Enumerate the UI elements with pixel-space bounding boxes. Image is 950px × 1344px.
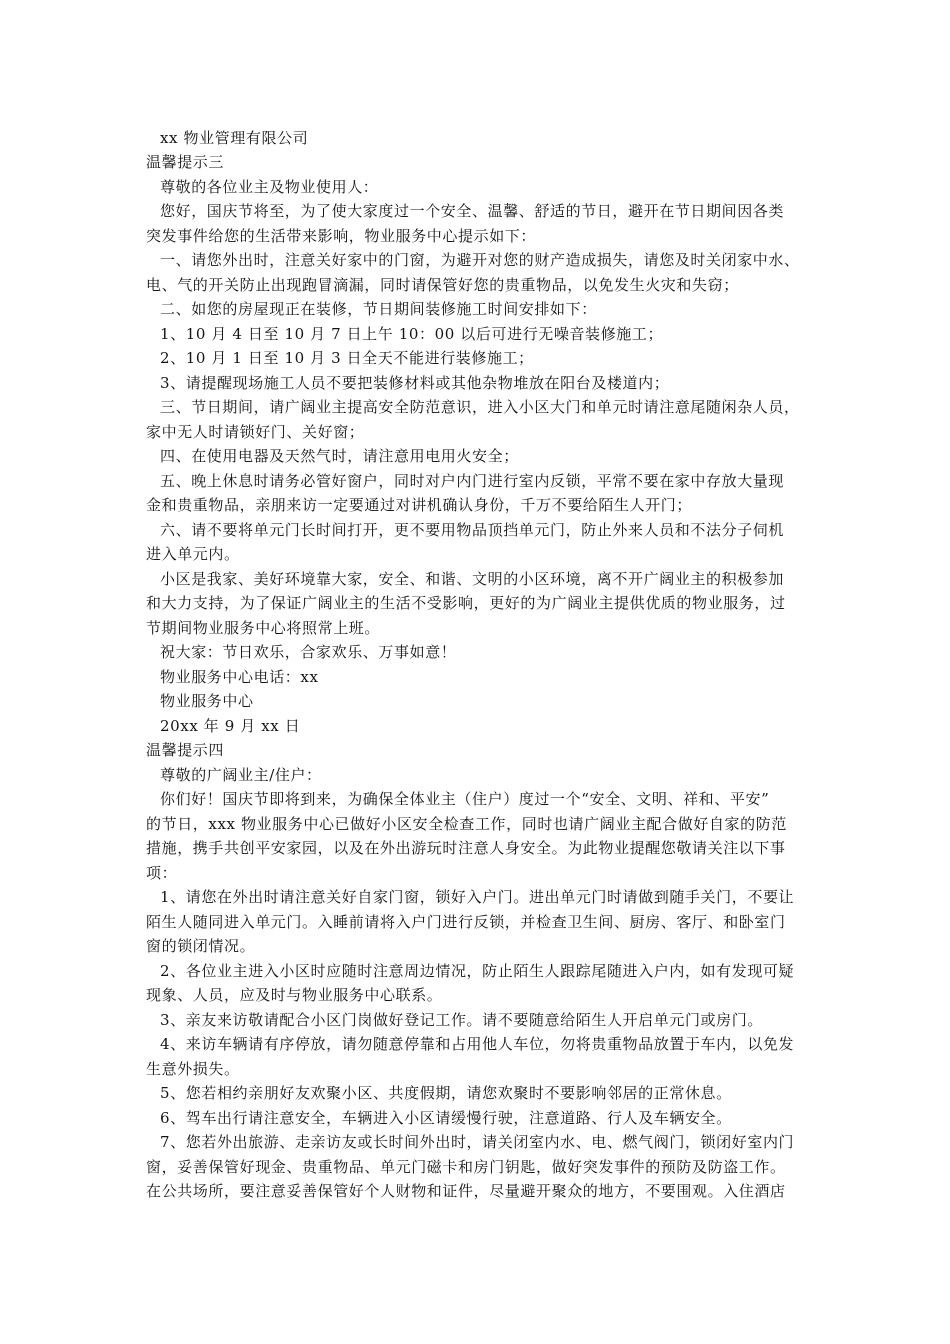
paragraph-line: 3、亲友来访敬请配合小区门岗做好登记工作。请不要随意给陌生人开启单元门或房门。 <box>160 1011 763 1029</box>
paragraph-line: 2、各位业主进入小区时应随时注意周边情况，防止陌生人跟踪尾随进入户内，如有发现可疑 <box>160 962 795 980</box>
paragraph-line: 一、请您外出时，注意关好家中的门窗，为避开对您的财产造成损失，请您及时关闭家中水、 <box>160 251 800 269</box>
paragraph-line: 家中无人时请锁好门、关好窗； <box>146 423 365 441</box>
paragraph-line: 陌生人随同进入单元门。入睡前请将入户门进行反锁，并检查卫生间、厨房、客厅、和卧室门 <box>146 913 786 931</box>
section-heading: 温馨提示三 <box>146 153 225 171</box>
paragraph-line: 在公共场所，要注意妥善保管好个人财物和证件，尽量避开聚众的地方，不要围观。入住酒店 <box>146 1182 786 1200</box>
paragraph-line: 4、来访车辆请有序停放，请勿随意停靠和占用他人车位，勿将贵重物品放置于车内，以免发 <box>160 1035 795 1053</box>
paragraph-line: 措施，携手共创平安家园，以及在外出游玩时注意人身安全。为此物业提醒您敬请关注以下事 <box>146 839 786 857</box>
paragraph-line: 3、请提醒现场施工人员不要把装修材料或其他杂物堆放在阳台及楼道内； <box>160 374 670 392</box>
paragraph-line: 四、在使用电器及天然气时，请注意用电用火安全； <box>160 447 519 465</box>
paragraph-line: 2、10 月 1 日至 10 月 3 日全天不能进行装修施工； <box>160 349 534 367</box>
salutation-line: 尊敬的各位业主及物业使用人： <box>160 178 379 196</box>
company-name-line: xx 物业管理有限公司 <box>160 129 309 147</box>
paragraph-line: 窗，妥善保管好现金、贵重物品、单元门磁卡和房门钥匙，做好突发事件的预防及防盗工作。 <box>146 1158 786 1176</box>
paragraph-line: 的节日，xxx 物业服务中心已做好小区安全检查工作，同时也请广阔业主配合做好自家的防范 <box>146 815 787 833</box>
paragraph-line: 窗的锁闭情况。 <box>146 937 256 955</box>
paragraph-line: 你们好！国庆节即将到来，为确保全体业主（住户）度过一个“安全、文明、祥和、平安” <box>160 790 770 808</box>
paragraph-line: 5、您若相约亲朋好友欢聚小区、共度假期，请您欢聚时不要影响邻居的正常休息。 <box>160 1084 732 1102</box>
paragraph-line: 和大力支持，为了保证广阔业主的生活不受影响，更好的为广阔业主提供优质的物业服务，过 <box>146 594 786 612</box>
paragraph-line: 突发事件给您的生活带来影响，物业服务中心提示如下： <box>146 227 537 245</box>
signature-line: 物业服务中心 <box>160 692 254 710</box>
paragraph-line: 生意外损失。 <box>146 1060 240 1078</box>
paragraph-line: 五、晚上休息时请务必管好窗户，同时对户内门进行室内反锁，平常不要在家中存放大量现 <box>160 472 785 490</box>
salutation-line: 尊敬的广阔业主/住户： <box>160 766 322 784</box>
paragraph-line: 1、请您在外出时请注意关好自家门窗，锁好入户门。进出单元门时请做到随手关门，不要让 <box>160 888 795 906</box>
paragraph-line: 金和贵重物品，亲朋来访一定要通过对讲机确认身份，千万不要给陌生人开门； <box>146 496 693 514</box>
paragraph-line: 您好，国庆节将至，为了使大家度过一个安全、温馨、舒适的节日，避开在节日期间因各类 <box>160 202 785 220</box>
paragraph-line: 六、请不要将单元门长时间打开，更不要用物品顶挡单元门，防止外来人员和不法分子伺机 <box>160 521 785 539</box>
paragraph-line: 节期间物业服务中心将照常上班。 <box>146 619 381 637</box>
section-heading: 温馨提示四 <box>146 741 225 759</box>
phone-line: 物业服务中心电话：xx <box>160 668 319 686</box>
paragraph-line: 三、节日期间，请广阔业主提高安全防范意识，进入小区大门和单元时请注意尾随闲杂人员， <box>160 398 800 416</box>
paragraph-line: 进入单元内。 <box>146 545 240 563</box>
date-line: 20xx 年 9 月 xx 日 <box>160 717 301 735</box>
paragraph-line: 7、您若外出旅游、走亲访友或长时间外出时，请关闭室内水、电、燃气阀门，锁闭好室内门 <box>160 1133 795 1151</box>
paragraph-line: 1、10 月 4 日至 10 月 7 日上午 10：00 以后可进行无噪音装修施工； <box>160 325 664 343</box>
paragraph-line: 现象、人员，应及时与物业服务中心联系。 <box>146 986 443 1004</box>
greeting-line: 祝大家：节日欢乐，合家欢乐、万事如意！ <box>160 643 457 661</box>
paragraph-line: 小区是我家、美好环境靠大家，安全、和谐、文明的小区环境，离不开广阔业主的积极参加 <box>160 570 785 588</box>
paragraph-line: 电、气的开关防止出现跑冒滴漏，同时请保管好您的贵重物品，以免发生火灾和失窃； <box>146 276 739 294</box>
paragraph-line: 项： <box>146 864 178 882</box>
paragraph-line: 6、驾车出行请注意安全，车辆进入小区请缓慢行驶，注意道路、行人及车辆安全。 <box>160 1109 732 1127</box>
paragraph-line: 二、如您的房屋现正在装修，节日期间装修施工时间安排如下： <box>160 300 597 318</box>
